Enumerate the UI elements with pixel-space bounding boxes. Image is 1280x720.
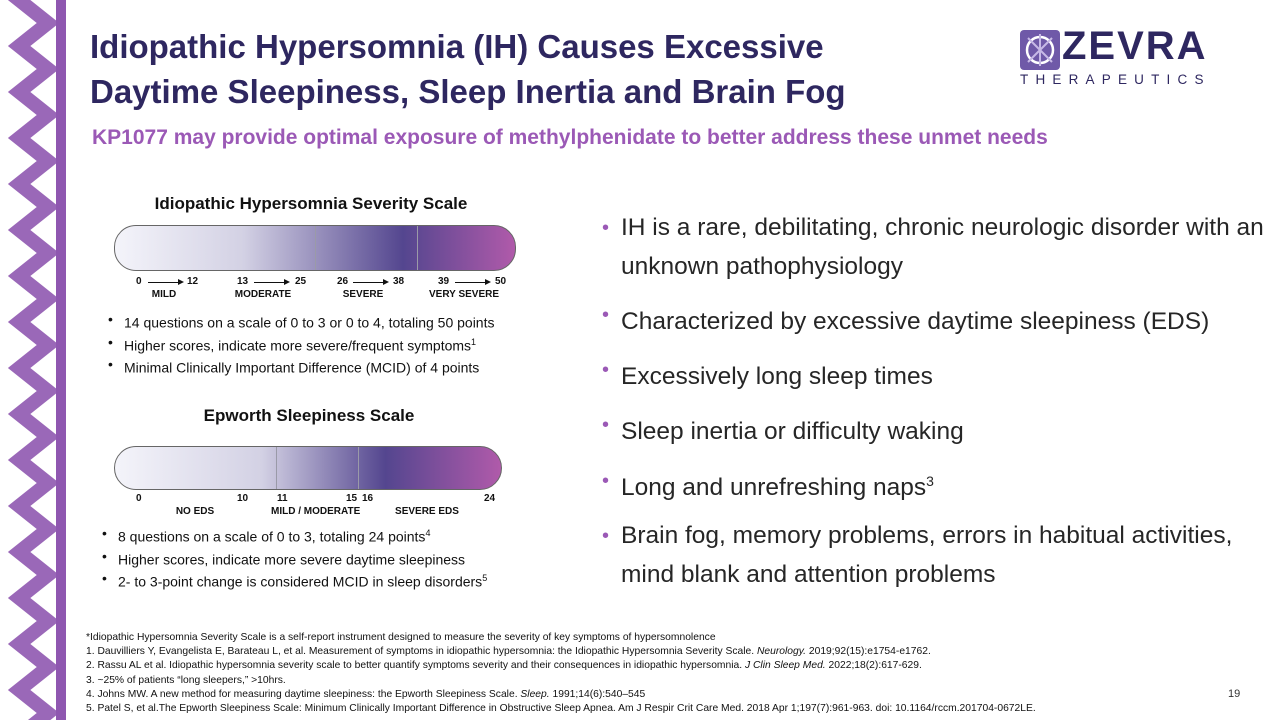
ess-bullets	[100, 524, 487, 592]
ess-divider	[358, 447, 359, 489]
title-line-2: Daytime Sleepiness, Sleep Inertia and Brain Fog	[90, 73, 846, 110]
ess-tick-label: 16	[362, 493, 374, 504]
ess-tick-label: 15	[346, 493, 358, 504]
list-item: • 2- to 3-point change is considered MCID in sleep disorders$^5$	[100, 569, 487, 592]
ihss-tick-label: 50	[495, 276, 507, 287]
zevra-logo	[1018, 24, 1248, 92]
ihss-divider	[315, 226, 316, 270]
footnote: 4. Johns MW. A new method for measuring daytime sleepiness: the Epworth Sleepiness Scale. Sleep. 1991;14(6):540–545	[86, 688, 646, 700]
page-title	[90, 24, 970, 114]
ihss-tick-label: 25	[295, 276, 307, 287]
subtitle: KP1077 may provide optimal exposure of methylphenidate to better address these unmet needs	[92, 126, 1048, 149]
ess-gradient-bar	[114, 446, 502, 490]
list-item: • Brain fog, memory problems, errors in habitual activities, mind blank and attention problems	[602, 521, 1233, 588]
list-item: • Characterized by excessive daytime sleepiness (EDS)	[602, 304, 1210, 336]
ihss-range-arrow	[254, 282, 288, 283]
ess-divider	[276, 447, 277, 489]
footnotes	[86, 631, 1036, 716]
ess-tick-label: 10	[237, 493, 249, 504]
ihss-category-label: MILD	[151, 289, 177, 300]
ihss-tick-label: 12	[187, 276, 199, 287]
list-item: • Higher scores, indicate more severe/frequent symptoms$^1$	[106, 333, 494, 356]
ihss-tick-label: 0	[136, 276, 142, 287]
ess-tick-label: 24	[484, 493, 496, 504]
list-item: • 8 questions on a scale of 0 to 3, totaling 24 points$^4$	[100, 524, 487, 547]
ihss-tick-label: 26	[337, 276, 349, 287]
list-item: • Excessively long sleep times	[602, 359, 933, 391]
ihss-tick-label: 38	[393, 276, 405, 287]
footnote: 1. Dauvilliers Y, Evangelista E, Barateau L, et al. Measurement of symptoms in idiopathic hypersomnia: the Idiopathic Hypersomnia Severity Scale. Neurology. 2019;92(15):e1754-e1762.	[86, 646, 931, 658]
ihss-divider	[417, 226, 418, 270]
ihss-range-arrow	[455, 282, 489, 283]
footnote: 2. Rassu AL et al. Idiopathic hypersomnia severity scale to better quantify symptoms severity and their consequences in idiopathic hypersomnia. J Clin Sleep Med. 2022;18(2):617-629.	[86, 660, 922, 672]
logo-mark-icon	[1018, 28, 1068, 72]
ess-tick-label: 11	[277, 493, 288, 504]
decorative-stripe	[0, 0, 66, 720]
title-line-1: Idiopathic Hypersomnia (IH) Causes Excessive	[90, 28, 824, 65]
ihss-tick-label: 13	[237, 276, 249, 287]
page-number: 19	[1228, 688, 1241, 700]
list-item: • Long and unrefreshing naps$^3$	[602, 469, 934, 501]
logo-wordmark: ZEVRA	[1062, 24, 1208, 68]
ihss-range-arrow	[148, 282, 182, 283]
list-item: • Minimal Clinically Important Difference (MCID) of 4 points	[106, 355, 494, 378]
ihss-category-label: VERY SEVERE	[428, 289, 500, 300]
logo-tagline: THERAPEUTICS	[1020, 72, 1211, 87]
list-item: • Higher scores, indicate more severe daytime sleepiness	[100, 547, 487, 570]
footnote: 5. Patel S, et al.The Epworth Sleepiness Scale: Minimum Clinically Important Difference in Obstructive Sleep Apnea. Am J Respir Crit Care Med. 2018 Apr 1;197(7):961-963. doi: 10.1164/rccm.201704-0672LE.	[86, 703, 1036, 715]
ihss-title: Idiopathic Hypersomnia Severity Scale	[154, 194, 468, 213]
footnote: 3. ~25% of patients “long sleepers,” >10hrs.	[86, 674, 286, 686]
list-item: • IH is a rare, debilitating, chronic neurologic disorder with an unknown pathophysiology	[602, 214, 1264, 281]
main-bullet-list	[602, 212, 1267, 607]
ess-category-label: MILD / MODERATE	[271, 506, 361, 517]
list-item: • Sleep inertia or difficulty waking	[602, 414, 964, 446]
ihss-tick-label: 39	[438, 276, 450, 287]
ihss-range-arrow	[353, 282, 387, 283]
footnote: *Idiopathic Hypersomnia Severity Scale is a self-report instrument designed to measure the severity of key symptoms of hypersomnolence	[86, 632, 716, 643]
ess-title: Epworth Sleepiness Scale	[203, 406, 415, 425]
ess-category-label: SEVERE EDS	[395, 506, 459, 517]
ihss-bullets	[106, 310, 494, 378]
list-item: • 14 questions on a scale of 0 to 3 or 0 to 4, totaling 50 points	[106, 310, 494, 333]
ess-category-label: NO EDS	[175, 506, 215, 517]
ess-tick-label: 0	[136, 493, 142, 504]
ihss-gradient-bar	[114, 225, 516, 271]
ihss-category-label: SEVERE	[342, 289, 384, 300]
ihss-category-label: MODERATE	[234, 289, 292, 300]
